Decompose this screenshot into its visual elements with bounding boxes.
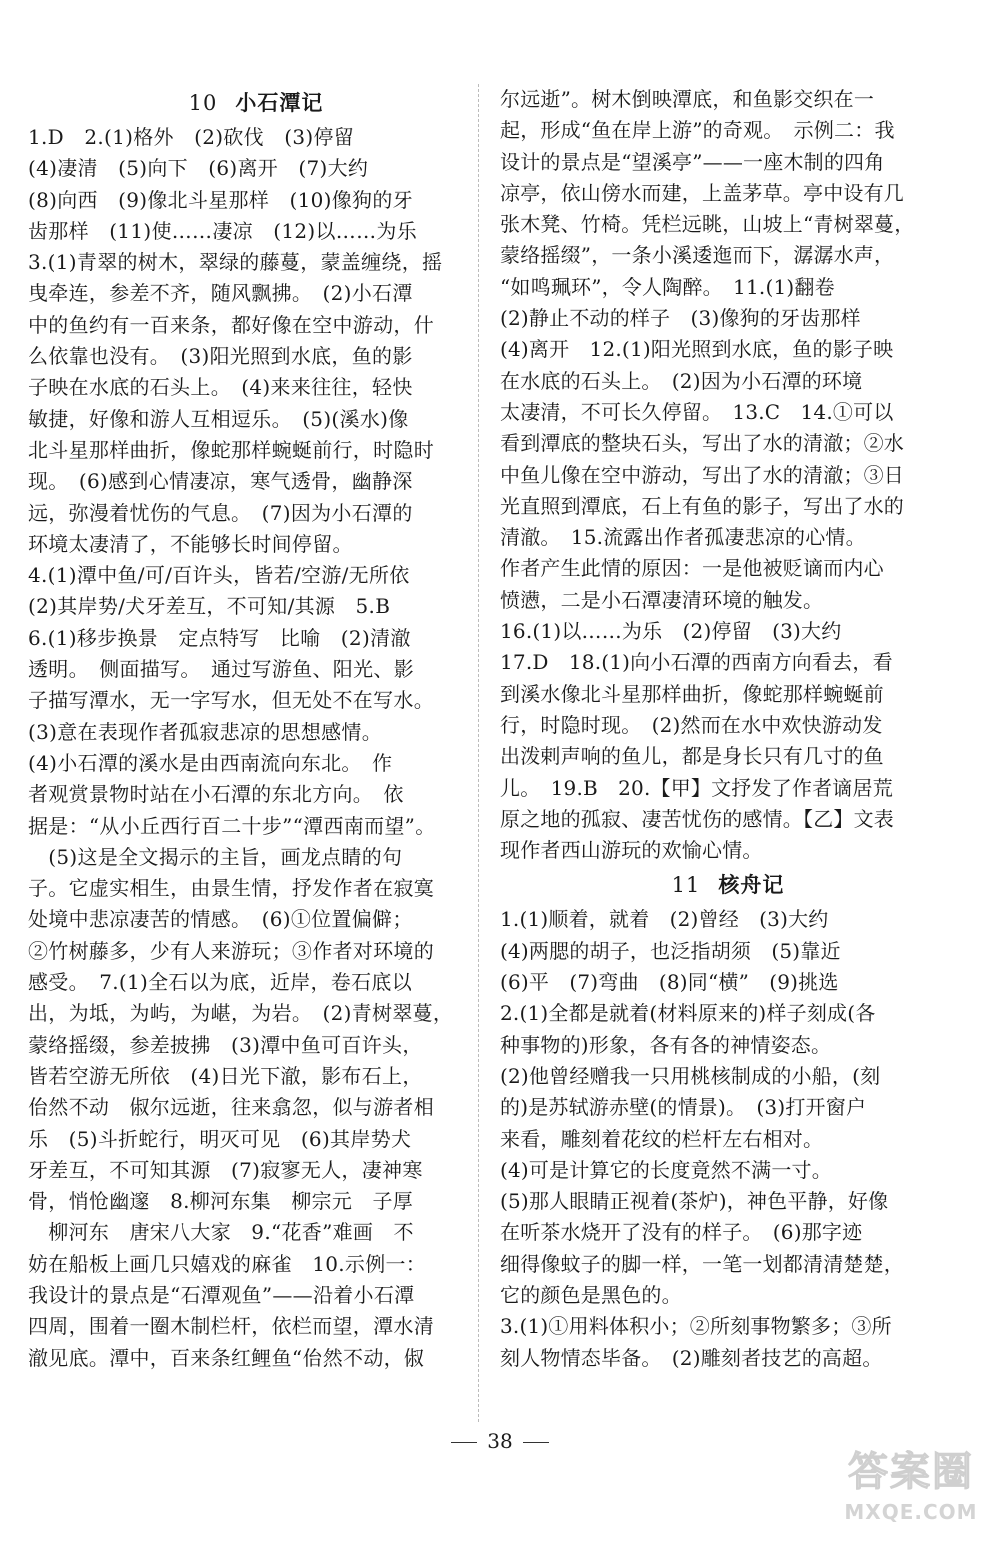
right-column-text-lower [500,904,956,1373]
text-line: 子描写潭水，无一字写水，但无处不在写水。 [28,688,434,713]
text-line: 出泼剌声响的鱼儿，都是身长只有几寸的鱼 [500,744,884,769]
text-line: (2)其岸势/犬牙差互，不可知/其源 5.B [28,594,391,619]
text-line: 四周，围着一圈木制栏杆，依栏而望，潭水清 [28,1314,434,1339]
text-line: 儿。 19.B 20.【甲】文抒发了作者谪居荒 [500,775,893,800]
text-line: 16.(1)以……为乐 (2)停留 (3)大约 [500,619,842,644]
text-line: 感受。 7.(1)全石以为底，近岸，卷石底以 [28,970,413,995]
text-line: 远，弥漫着忧伤的气息。 (7)因为小石潭的 [28,500,413,525]
text-line: (2)静止不动的样子 (3)像狗的牙齿那样 [500,306,861,331]
text-line: (2)他曾经赠我一只用桃核制成的小船，(刻 [500,1063,881,1088]
text-line: 起，形成“鱼在岸上游”的奇观。 示例二：我 [500,118,895,143]
section-title-text: 核舟记 [718,873,785,898]
text-line: (6)平 (7)弯曲 (8)同“横” (9)挑选 [500,970,839,995]
right-column [500,84,956,1374]
text-line: 细得像蚊子的脚一样，一笔一划都清清楚楚， [500,1251,904,1276]
text-line: 来看，雕刻着花纹的栏杆左右相对。 [500,1126,824,1151]
text-line: 现。 (6)感到心情凄凉，寒气透骨，幽静深 [28,469,413,494]
text-line: 愤懑，二是小石潭凄清环境的触发。 [500,587,824,612]
text-line: 透明。 侧面描写。 通过写游鱼、阳光、影 [28,657,414,682]
text-line: 北斗星那样曲折，像蛇那样蜿蜒前行，时隐时 [28,437,434,462]
text-line: 看到潭底的整块石头，写出了水的清澈；②水 [500,431,904,456]
footer-dash-right [523,1442,549,1443]
text-line: 牙差互，不可知其源 (7)寂寥无人，凄神寒 [28,1157,423,1182]
section-number: 10 [188,91,218,115]
text-line: 种事物的)形象，各有各的神情姿态。 [500,1032,832,1057]
text-line: 么依靠也没有。 (3)阳光照到水底，鱼的影 [28,344,413,369]
text-line: 子。它虚实相生，由景生情，抒发作者在寂寞 [28,876,434,901]
text-line: 光直照到潭底，石上有鱼的影子，写出了水的 [500,493,904,518]
text-line: 清澈。 15.流露出作者孤凄悲凉的心情。 [500,525,866,550]
column-divider [478,84,479,1422]
text-line: 设计的景点是“望溪亭”——一座木制的四角 [500,149,885,174]
text-line: 在听茶水烧开了没有的样子。 (6)那字迹 [500,1220,863,1245]
page-number: 38 [487,1429,513,1453]
text-line: 尔远逝”。树木倒映潭底，和鱼影交织在一 [500,87,875,111]
text-line: 者观赏景物时站在小石潭的东北方向。 依 [28,782,404,807]
watermark-site: MXQE.COM [844,1500,978,1524]
site-watermark [836,1446,986,1542]
section-title-text: 小石潭记 [235,91,324,115]
text-line: 蒙络摇缀”，一条小溪逶迤而下，潺潺水声， [500,243,895,268]
watermark-seal: 答案圈 [848,1449,974,1495]
text-line: 现作者西山游玩的欢愉心情。 [500,838,763,863]
left-column [28,84,484,1374]
text-line: 作者产生此情的原因：一是他被贬谪而内心 [500,556,884,581]
section-title-10 [28,84,484,122]
text-line: 曳牵连，参差不齐，随风飘拂。 (2)小石潭 [28,281,413,306]
text-line: 澈见底。潭中，百来条红鲤鱼“佁然不动，俶 [28,1345,425,1370]
text-line: 到溪水像北斗星那样曲折，像蛇那样蜿蜒前 [500,681,884,706]
text-line: (4)可是计算它的长度竟然不满一寸。 [500,1157,832,1182]
text-line: 中鱼儿像在空中游动，写出了水的清澈；③日 [500,462,904,487]
text-line: (5)那人眼睛正视着(茶炉)，神色平静，好像 [500,1189,889,1214]
text-line: (4)两腮的胡子，也泛指胡须 (5)靠近 [500,938,841,963]
text-line: 我设计的景点是“石潭观鱼”——沿着小石潭 [28,1282,415,1307]
text-line: 环境太凄清了，不能够长时间停留。 [28,531,353,556]
left-column-text [28,122,484,1374]
text-line: 4.(1)潭中鱼/可/百许头，皆若/空游/无所依 [28,563,410,588]
text-line: 乐 (5)斗折蛇行，明灭可见 (6)其岸势犬 [28,1126,412,1151]
right-column-text-upper [500,84,956,866]
text-line: (8)向西 (9)像北斗星那样 (10)像狗的牙 [28,187,413,212]
text-line: 17.D 18.(1)向小石潭的西南方向看去，看 [500,650,893,675]
text-line: 6.(1)移步换景 定点特写 比喻 (2)清澈 [28,625,411,650]
text-line: (5)这是全文揭示的主旨，画龙点睛的句 [28,844,403,869]
text-line: (4)离开 12.(1)阳光照到水底，鱼的影子映 [500,337,894,362]
text-line: 佁然不动 俶尔远逝，往来翕忽，似与游者相 [28,1095,434,1120]
text-line: 妨在船板上画几只嬉戏的麻雀 10.示例一： [28,1251,427,1276]
text-line: 1.D 2.(1)格外 (2)砍伐 (3)停留 [28,125,355,149]
text-line: 骨，悄怆幽邃 8.柳河东集 柳宗元 子厚 [28,1189,414,1214]
text-line: 柳河东 唐宋八大家 9.“花香”难画 不 [28,1220,414,1245]
text-line: (3)意在表现作者孤寂悲凉的思想感情。 [28,719,383,744]
text-line: 3.(1)①用料体积小；②所刻事物繁多；③所 [500,1314,892,1339]
text-line: 皆若空游无所依 (4)日光下澈，影布石上， [28,1063,423,1088]
text-line: 的)是苏轼游赤壁(的情景)。 (3)打开窗户 [500,1095,867,1120]
text-line: 子映在水底的石头上。 (4)来来往往，轻快 [28,375,413,400]
text-line: 出，为坻，为屿，为嵁，为岩。 (2)青树翠蔓， [28,1001,454,1026]
text-line: 中的鱼约有一百来条，都好像在空中游动，什 [28,312,434,337]
section-title-11 [500,866,956,904]
text-line: 齿那样 (11)使……凄凉 (12)以……为乐 [28,218,418,243]
text-line: 3.(1)青翠的树木，翠绿的藤蔓，蒙盖缠绕，摇 [28,250,443,275]
footer-dash-left [451,1442,477,1443]
text-line: 据是：“从小丘西行百二十步”“潭西南而望”。 [28,813,436,838]
text-line: 原之地的孤寂、凄苦忧伤的感情。【乙】文表 [500,806,894,831]
text-line: 凉亭，依山傍水而建，上盖茅草。亭中设有几 [500,180,904,205]
text-line: 太凄清，不可长久停留。 13.C 14.①可以 [500,399,894,424]
text-line: 1.(1)顺着，就着 (2)曾经 (3)大约 [500,907,829,932]
section-number: 11 [671,873,701,898]
text-line: 在水底的石头上。 (2)因为小石潭的环境 [500,368,863,393]
text-line: “如鸣珮环”，令人陶醉。 11.(1)翻卷 [500,274,835,299]
text-line: 张木凳、竹椅。凭栏远眺，山坡上“青树翠蔓， [500,212,915,237]
text-line: 它的颜色是黑色的。 [500,1282,682,1307]
text-line: ②竹树藤多，少有人来游玩；③作者对环境的 [28,938,434,963]
text-line: (4)凄清 (5)向下 (6)离开 (7)大约 [28,156,369,181]
text-line: 处境中悲凉凄苦的情感。 (6)①位置偏僻； [28,907,413,932]
text-line: 刻人物情态毕备。 (2)雕刻者技艺的高超。 [500,1345,883,1370]
text-line: 蒙络摇缀，参差披拂 (3)潭中鱼可百许头， [28,1032,423,1057]
text-line: (4)小石潭的溪水是由西南流向东北。 作 [28,750,393,775]
text-line: 敏捷，好像和游人互相逗乐。 (5)(溪水)像 [28,406,409,431]
text-line: 2.(1)全都是就着(材料原来的)样子刻成(各 [500,1001,876,1026]
text-line: 行，时隐时现。 (2)然而在水中欢快游动发 [500,712,883,737]
